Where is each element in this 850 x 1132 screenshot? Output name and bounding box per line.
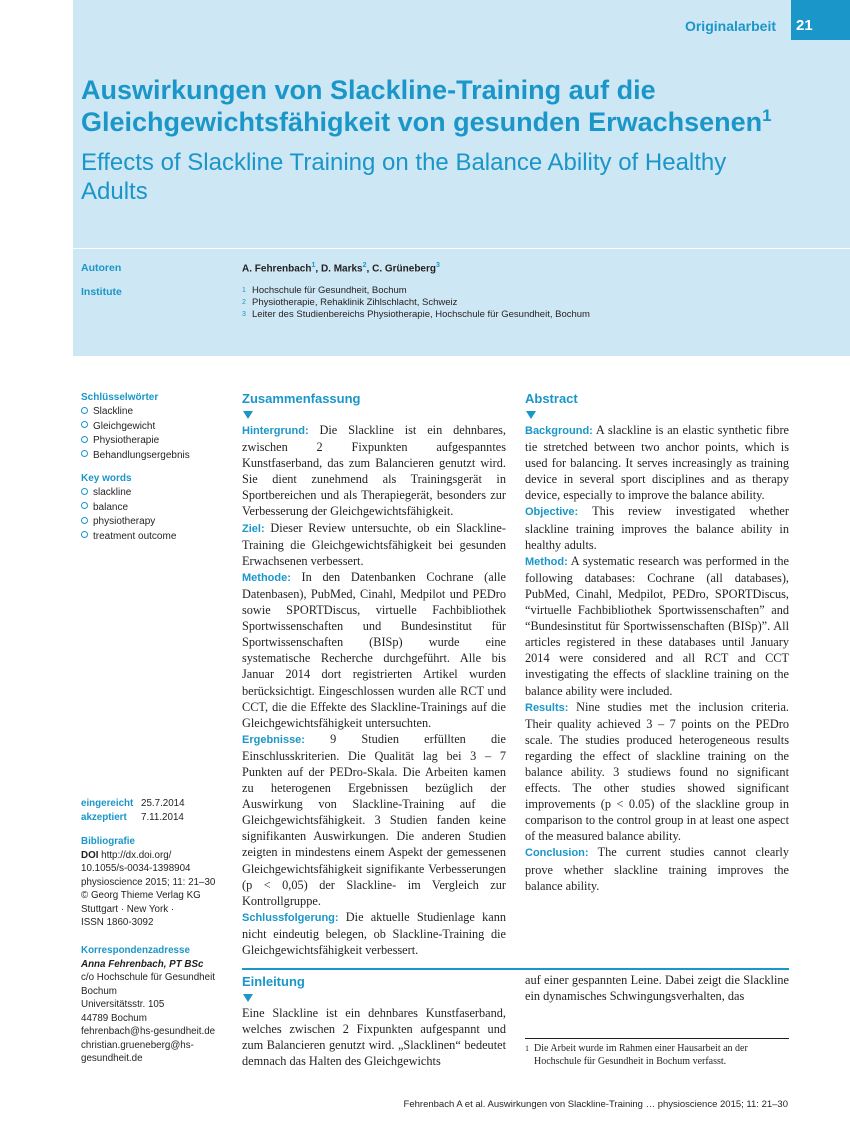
bullet-icon bbox=[81, 517, 88, 524]
einleitung-heading: Einleitung bbox=[242, 974, 305, 989]
triangle-down-icon bbox=[243, 411, 253, 419]
address-line: Universitätsstr. 105 bbox=[81, 999, 165, 1010]
institutes-label: Institute bbox=[81, 286, 122, 298]
abstract-section bbox=[242, 569, 506, 731]
section-text: Die Slackline ist ein dehnbares, zwischen 2 Fixpunkten aufgespanntes Kunstfaserband, das zum Balancieren genutzt wird. Sie dient zunehmend als Trainingsgerät in Sportbereichen und als Therapiegerät, besonders zur Verbesserung der Gleichgewichtsfähigkeit. bbox=[242, 423, 507, 519]
keyword-text: Gleichgewicht bbox=[93, 420, 156, 432]
bibliography-heading: Bibliografie bbox=[81, 836, 135, 847]
keyword-text: physiotherapy bbox=[93, 516, 156, 527]
keyword-item bbox=[81, 449, 190, 464]
keyword-text: Physiotherapie bbox=[93, 435, 160, 446]
correspondent-name: Anna Fehrenbach, PT BSc bbox=[81, 958, 204, 970]
institute-number: 2 bbox=[242, 299, 246, 306]
keyword-item bbox=[81, 501, 176, 516]
bullet-icon bbox=[81, 407, 88, 414]
bullet-icon bbox=[81, 488, 88, 495]
bullet-icon bbox=[81, 502, 88, 509]
einleitung-body-left: Eine Slackline ist ein dehnbares Kunstfaserband, welches zwischen 2 Fixpunkten aufgespannt und zum Balancieren genutzt wird. „Slacklinen“ bedeutet demnach das Halten des Gleichgewichts bbox=[242, 1006, 506, 1069]
citation: physioscience 2015; 11: 21–30 bbox=[81, 876, 216, 888]
email-link[interactable]: fehrenbach@hs-gesundheit.de bbox=[81, 1026, 216, 1037]
doi-line: 10.1055/s-0034-1398904 bbox=[81, 863, 191, 874]
keyword-item bbox=[81, 434, 190, 449]
keyword-item bbox=[81, 420, 190, 435]
abstract-body bbox=[525, 422, 789, 894]
author-name: A. Fehrenbach bbox=[242, 263, 312, 275]
triangle-down-icon bbox=[243, 994, 253, 1002]
doi-line: http://dx.doi.org/ bbox=[101, 849, 172, 861]
institute-text: Physiotherapie, Rehaklinik Zihlschlacht, Schweiz bbox=[252, 297, 458, 308]
section-text: A systematic research was performed in the following databases: Cochrane (all databases), PubMed, Cinahl, Medpilot, PEDro, SPORTDiscus, “virtuelle Fachbibliothek Sportwissenschaften” and “Bundesinstitut für Sportwissenschaften (BISp)”. All articles registered in these databases until January 2014 were considered and all RCT and CCT investigating the effects of slackline training on the balance ability were included. bbox=[525, 553, 789, 698]
abstract-heading: Abstract bbox=[525, 391, 578, 406]
copyright: © Georg Thieme Verlag KG bbox=[81, 890, 201, 901]
keyword-text: Slackline bbox=[93, 406, 134, 417]
authors-label: Autoren bbox=[81, 262, 122, 274]
abstract-section bbox=[242, 520, 506, 569]
page-footer: Fehrenbach A et al. Auswirkungen von Slackline-Training … physioscience 2015; 11: 21–30 bbox=[403, 1099, 788, 1110]
section-label: Schlussfolgerung: bbox=[242, 911, 339, 924]
institute-text: Hochschule für Gesundheit, Bochum bbox=[252, 285, 407, 296]
address-line: 44789 Bochum bbox=[81, 1012, 147, 1024]
abstract-section bbox=[525, 699, 789, 845]
abstract-section bbox=[525, 553, 789, 699]
abstract-section bbox=[242, 909, 506, 958]
section-text: This review investigated whether slackline training improves the balance ability in healthy adults. bbox=[525, 504, 789, 552]
section-label: Conclusion: bbox=[525, 847, 589, 860]
keyword-text: Behandlungsergebnis bbox=[93, 449, 190, 461]
address-line: Bochum bbox=[81, 985, 117, 997]
author-affiliation: 3 bbox=[436, 262, 440, 269]
zusammenfassung-body bbox=[242, 422, 506, 958]
section-rule bbox=[242, 968, 789, 970]
section-text: Nine studies met the inclusion criteria. Their quality achieved 3 – 7 points on the PEDro scale. The studies produced heterogeneous results regarding the effect of slackline training on the balance ability. 3 studiews found no significant effects. The other studies showed significant improvements (p < 0.05) of the slackline group in comparison to the control group in at least one aspect of the measured balance ability. bbox=[525, 699, 789, 844]
received-date: 25.7.2014 bbox=[141, 798, 185, 809]
section-text: In den Datenbanken Cochrane (alle Datenbasen), PubMed, Cinahl, Medpilot und PEDro sowie SPORTDiscus, virtuelle Fachbibliothek Sportwissenschaften und Bundesinstitut für Sportwissenschaften (BISp) wurde eine systematische Recherche durchgeführt. Alle bis Januar 2014 dort registrierten Artikel wurden berücksichtigt. Eingeschlossen wurden alle RCT und CCT, die die Effekte des Slackline-Trainings auf die Gleichgewichtsfähigkeit untersuchten. bbox=[242, 569, 506, 730]
section-text: 9 Studien erfüllten die Einschlusskriterien. Die Qualität lag bei 3 – 7 Punkten auf der PEDro-Skala. Die Arbeiten kamen zu heterogenen Ergebnissen bezüglich der Auswirkung von Slackline-Training auf die Gleichgewichtsfähigkeit. 3 Studien fanden keine signifikanten Auswirkungen. Die anderen Studien zeigten in mindestens einem Aspekt der gemessenen Gleichgewichtsfähigkeit signifikante Verbesserungen (p < 0,05) der Slackline- im Vergleich zur Kontrollgruppe. bbox=[242, 731, 506, 908]
bullet-icon bbox=[81, 531, 88, 538]
title-english: Effects of Slackline Training on the Balance Ability of Healthy Adults bbox=[81, 149, 727, 205]
bullet-icon bbox=[81, 450, 88, 457]
section-label: Hintergrund: bbox=[242, 425, 309, 437]
keywords-de-list bbox=[81, 405, 190, 463]
keywords-en-heading: Key words bbox=[81, 473, 132, 484]
header-divider bbox=[73, 248, 850, 249]
institutes-list bbox=[242, 285, 590, 321]
institute-text: Leiter des Studienbereichs Physiotherapie, Hochschule für Gesundheit, Bochum bbox=[252, 309, 590, 320]
title-footnote-mark: 1 bbox=[762, 106, 772, 125]
abstract-section bbox=[242, 422, 506, 520]
dates-block bbox=[81, 797, 185, 824]
section-text: Dieser Review untersuchte, ob ein Slackline-Training die Gleichgewichtsfähigkeit bei gesunden Erwachsenen verbessert. bbox=[242, 520, 506, 568]
issn: ISSN 1860-3092 bbox=[81, 917, 154, 928]
institute-number: 1 bbox=[242, 287, 246, 294]
page-number: 21 bbox=[796, 17, 813, 34]
accepted-label: akzeptiert bbox=[81, 811, 127, 823]
keyword-item bbox=[81, 515, 176, 530]
keyword-item bbox=[81, 530, 176, 545]
footnote-rule bbox=[525, 1038, 789, 1039]
doi-label: DOI bbox=[81, 849, 99, 861]
footnote-number: 1 bbox=[525, 1044, 529, 1053]
section-text: Die aktuelle Studienlage kann nicht eindeutig belegen, ob Slackline-Training die Gleichgewichtsfähigkeit verbessert. bbox=[242, 909, 506, 957]
author-name: D. Marks bbox=[320, 263, 363, 275]
keyword-text: treatment outcome bbox=[93, 530, 177, 542]
bibliography-block bbox=[81, 835, 215, 930]
correspondence-block bbox=[81, 944, 215, 1066]
section-text: A slackline is an elastic synthetic fibre tie stretched between two anchor points, which is used for balancing. It serves increasingly as training device in several sport disciplines and as therapy device, especially to improve the balance ability. bbox=[525, 423, 789, 503]
section-label: Methode: bbox=[242, 571, 291, 584]
section-label: Originalarbeit bbox=[684, 18, 776, 34]
section-text: The current studies cannot clearly prove whether slackline training improves the balance ability. bbox=[525, 845, 789, 893]
title-german-text: Auswirkungen von Slackline-Training auf die Gleichgewichtsfähigkeit von gesunden Erwachsenen bbox=[81, 75, 763, 137]
abstract-section bbox=[525, 422, 789, 503]
keyword-text: balance bbox=[93, 501, 129, 513]
publisher-location: Stuttgart · New York · bbox=[81, 903, 175, 915]
abstract-section bbox=[525, 844, 789, 893]
institute-item bbox=[242, 297, 590, 309]
title-german bbox=[81, 74, 821, 138]
correspondence-heading: Korrespondenzadresse bbox=[81, 945, 190, 956]
footnote bbox=[525, 1042, 789, 1068]
zusammenfassung-heading: Zusammenfassung bbox=[242, 391, 361, 406]
footnote-text: Die Arbeit wurde im Rahmen einer Hausarbeit an der Hochschule für Gesundheit in Bochum verfasst. bbox=[534, 1043, 748, 1067]
accepted-date: 7.11.2014 bbox=[141, 811, 184, 823]
institute-item bbox=[242, 285, 590, 297]
abstract-section bbox=[525, 503, 789, 552]
section-label: Ziel: bbox=[242, 522, 265, 535]
received-label: eingereicht bbox=[81, 798, 134, 809]
author-affiliation: 2 bbox=[362, 262, 367, 269]
bullet-icon bbox=[81, 421, 88, 428]
keywords-de-heading: Schlüsselwörter bbox=[81, 392, 159, 403]
einleitung-body-right: auf einer gespannten Leine. Dabei zeigt die Slackline ein dynamisches Schwingungsverhalten, das bbox=[525, 973, 789, 1004]
email-link[interactable]: christian.grueneberg@hs- bbox=[81, 1039, 194, 1051]
address-line: c/o Hochschule für Gesundheit bbox=[81, 972, 215, 983]
email-link[interactable]: gesundheit.de bbox=[81, 1053, 143, 1064]
institute-number: 3 bbox=[242, 311, 246, 318]
section-label: Method: bbox=[525, 555, 568, 568]
author-name: C. Grüneberg bbox=[372, 263, 436, 275]
section-label: Objective: bbox=[525, 506, 579, 519]
triangle-down-icon bbox=[526, 411, 536, 419]
bullet-icon bbox=[81, 436, 88, 443]
section-label: Results: bbox=[525, 701, 569, 714]
keyword-item bbox=[81, 486, 176, 501]
keywords-en-list bbox=[81, 486, 176, 544]
institute-item bbox=[242, 309, 590, 321]
section-label: Ergebnisse: bbox=[242, 733, 305, 746]
author-affiliation: 1 bbox=[311, 262, 316, 269]
section-label: Background: bbox=[525, 425, 593, 437]
keyword-text: slackline bbox=[93, 487, 132, 498]
keyword-item bbox=[81, 405, 190, 420]
authors: A. Fehrenbach$^1$, D. Marks$^2$, C. Grüneberg$^3$ bbox=[242, 262, 440, 275]
abstract-section bbox=[242, 731, 506, 909]
